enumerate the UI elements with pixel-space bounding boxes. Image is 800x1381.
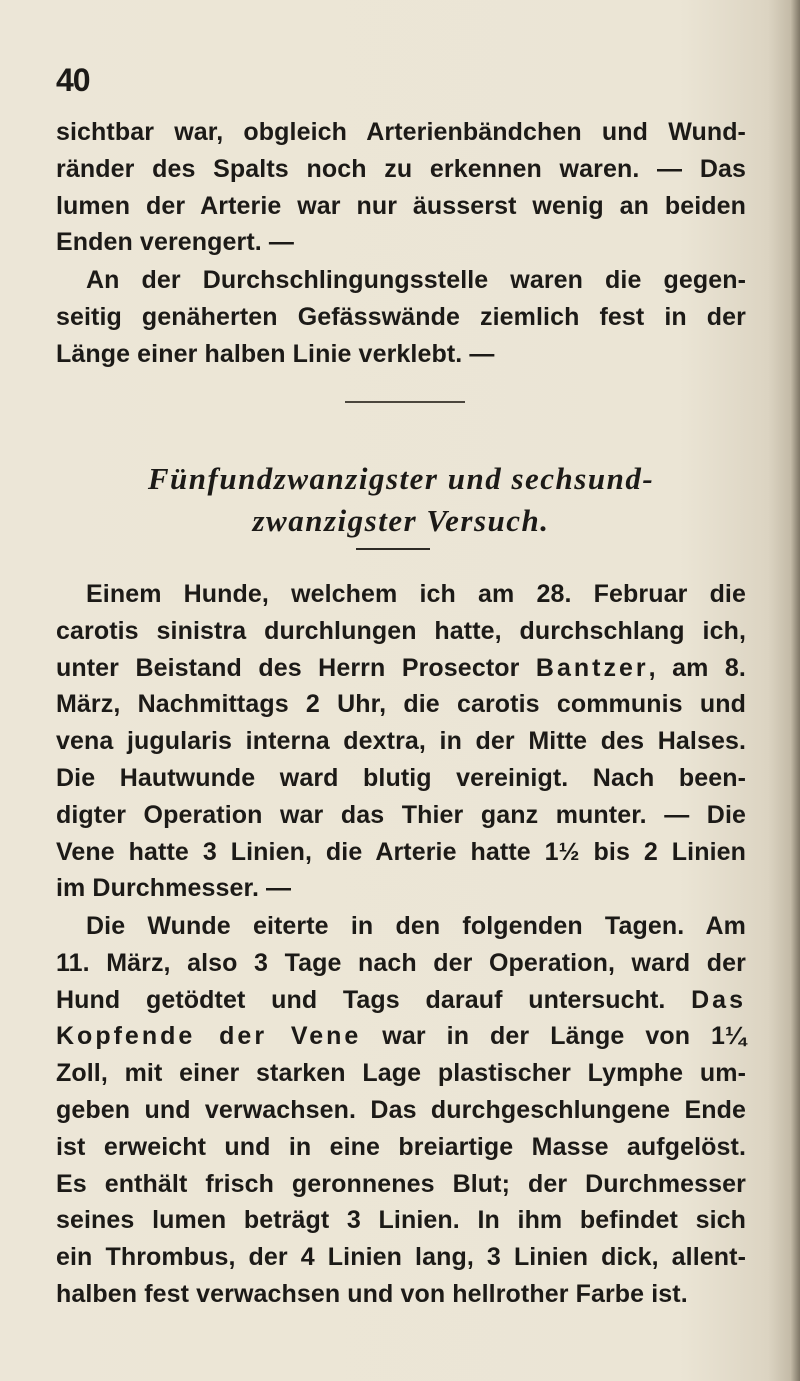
text-line — [56, 982, 746, 1019]
text-line: ränder des Spalts noch zu erkennen waren. — Das — [56, 154, 746, 183]
text-line: Einem Hunde, welchem ich am 28. Februar die — [86, 580, 746, 608]
paragraph-1 — [56, 114, 746, 261]
text-segment: unter Beistand des Herrn Prosector — [56, 653, 536, 682]
section-divider — [345, 401, 465, 403]
spaced-name: Bantzer — [535, 653, 649, 682]
heading-line-1: Fünfundzwanzigster und sechsund- — [147, 461, 655, 496]
text-line — [56, 1018, 746, 1055]
text-line: Vene hatte 3 Linien, die Arterie hatte 1½ bis 2 Linien — [56, 837, 746, 866]
text-line: Die Hautwunde ward blutig vereinigt. Nach been- — [56, 763, 746, 792]
text-line: ein Thrombus, der 4 Linien lang, 3 Linien dick, allent- — [56, 1243, 746, 1272]
spaced-text: Das — [691, 985, 746, 1014]
text-line: lumen der Arterie war nur äusserst wenig an beiden — [56, 191, 746, 220]
text-segment: , am 8. — [648, 653, 746, 682]
text-line: halben fest verwachsen und von hellrother Farbe ist. — [56, 1279, 688, 1308]
paragraph-2 — [56, 262, 746, 372]
page-edge-shadow — [790, 0, 800, 1381]
text-line: digter Operation war das Thier ganz munter. — Die — [56, 800, 746, 829]
text-segment: Hund getödtet und Tags darauf untersucht. — [56, 985, 692, 1014]
text-line: 11. März, also 3 Tage nach der Operation, ward der — [56, 948, 746, 977]
section-heading — [56, 458, 746, 542]
text-line — [56, 650, 746, 687]
paragraph-4 — [56, 908, 746, 1313]
text-line: sichtbar war, obgleich Arterienbändchen und Wund- — [56, 118, 746, 146]
text-line: Länge einer halben Linie verklebt. — — [56, 339, 495, 368]
text-line: im Durchmesser. — — [56, 874, 292, 903]
text-line: Zoll, mit einer starken Lage plastischer Lymphe um- — [56, 1059, 746, 1088]
text-line: seitig genäherten Gefässwände ziemlich fest in der — [56, 302, 746, 331]
page-number: 40 — [56, 62, 90, 98]
heading-underline — [356, 548, 430, 550]
text-line: Es enthält frisch geronnenes Blut; der Durchmesser — [56, 1169, 746, 1198]
paragraph-3 — [56, 576, 746, 907]
text-line: carotis sinistra durchlungen hatte, durchschlang ich, — [56, 616, 746, 645]
text-line: geben und verwachsen. Das durchgeschlungene Ende — [56, 1095, 746, 1124]
text-segment: war in der Länge von 1¼ — [361, 1022, 746, 1051]
spaced-text: Kopfende der Vene — [56, 1022, 362, 1051]
text-line: ist erweicht und in eine breiartige Masse aufgelöst. — [56, 1132, 746, 1161]
text-line: März, Nachmittags 2 Uhr, die carotis communis und — [56, 690, 746, 719]
text-line: Die Wunde eiterte in den folgenden Tagen. Am — [86, 912, 746, 940]
text-line: Enden verengert. — — [56, 228, 294, 257]
heading-line-2: zwanzigster Versuch. — [252, 503, 550, 538]
text-line: An der Durchschlingungsstelle waren die gegen- — [86, 266, 746, 294]
text-line: vena jugularis interna dextra, in der Mitte des Halses. — [56, 727, 746, 756]
text-line: seines lumen beträgt 3 Linien. In ihm befindet sich — [56, 1206, 746, 1235]
